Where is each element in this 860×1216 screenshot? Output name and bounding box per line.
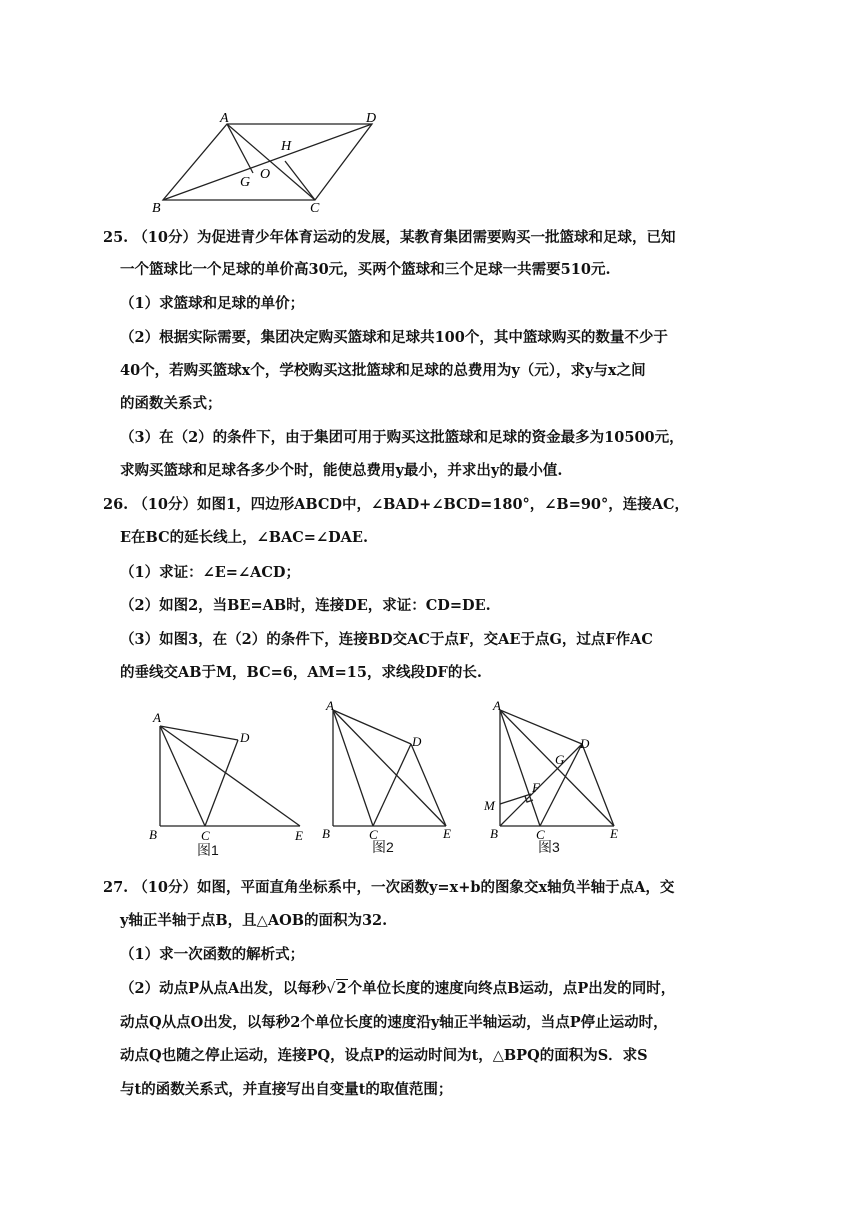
q25-part2-line1: （2）根据实际需要，集团决定购买篮球和足球共100个，其中篮球购买的数量不少于 bbox=[120, 329, 668, 346]
label-B: B bbox=[152, 201, 161, 214]
fig2-label-A: A bbox=[326, 698, 334, 713]
fig3-label-D: D bbox=[580, 736, 590, 751]
sqrt-sign: √ bbox=[326, 981, 336, 997]
q27-line2: y轴正半轴于点B，且△AOB的面积为32. bbox=[120, 912, 388, 929]
fig3-label-G: G bbox=[555, 752, 565, 767]
fig1-label-C: C bbox=[201, 828, 210, 842]
sqrt-radicand: 2 bbox=[336, 980, 347, 997]
q25-part1: （1）求篮球和足球的单价； bbox=[120, 295, 305, 312]
figure-2-caption: 图2 bbox=[372, 839, 394, 855]
figure-2 bbox=[318, 698, 468, 842]
q25-text1: （10分）为促进青少年体育运动的发展，某教育集团需要购买一批篮球和足球，已知 bbox=[133, 229, 676, 246]
fig2-label-E: E bbox=[443, 826, 451, 841]
parallelogram-figure bbox=[150, 108, 390, 214]
q26-line1 bbox=[0, 495, 860, 515]
label-O: O bbox=[260, 167, 271, 182]
fig1-label-E: E bbox=[295, 828, 303, 842]
fig3-label-F: F bbox=[532, 780, 540, 795]
figure-3 bbox=[478, 698, 638, 842]
sqrt-two bbox=[326, 979, 347, 999]
q25-part2-line3: 的函数关系式； bbox=[120, 395, 222, 412]
label-A: A bbox=[220, 111, 229, 126]
q26-part3-line1: （3）如图3，在（2）的条件下，连接BD交AC于点F，交AE于点G，过点F作AC bbox=[120, 631, 653, 648]
figure-1 bbox=[145, 706, 315, 842]
fig2-label-D: D bbox=[412, 734, 422, 749]
q26-number: 26. bbox=[103, 496, 129, 513]
figure-1-caption: 图1 bbox=[197, 842, 219, 858]
fig3-label-B: B bbox=[490, 826, 498, 841]
q27-part2-line3: 动点Q也随之停止运动，连接PQ，设点P的运动时间为t，△BPQ的面积为S．求S bbox=[120, 1047, 648, 1064]
q26-text1: （10分）如图1，四边形ABCD中，∠BAD+∠BCD=180°，∠B=90°，连接AC， bbox=[133, 496, 690, 513]
q26-line2: E在BC的延长线上，∠BAC=∠DAE. bbox=[120, 529, 369, 546]
q27-part2-text-b: 个单位长度的速度向终点B运动，点P出发的同时， bbox=[347, 980, 676, 997]
fig3-label-E: E bbox=[610, 826, 618, 841]
fig2-label-C: C bbox=[369, 827, 378, 842]
label-G: G bbox=[240, 175, 251, 190]
fig3-label-C: C bbox=[536, 827, 545, 842]
q27-line1 bbox=[0, 878, 860, 898]
q25-number: 25. bbox=[103, 229, 129, 246]
label-H: H bbox=[281, 139, 292, 154]
q25-line1 bbox=[0, 228, 860, 248]
q26-part3-line2: 的垂线交AB于M，BC=6，AM=15，求线段DF的长. bbox=[120, 664, 482, 681]
fig2-label-B: B bbox=[322, 826, 330, 841]
q27-part2-line1 bbox=[0, 979, 860, 999]
label-D: D bbox=[366, 111, 377, 126]
q27-part2-line4: 与t的函数关系式，并直接写出自变量t的取值范围； bbox=[120, 1081, 453, 1098]
q26-part2: （2）如图2，当BE=AB时，连接DE，求证：CD=DE. bbox=[120, 597, 491, 614]
q27-part1: （1）求一次函数的解析式； bbox=[120, 946, 305, 963]
fig1-label-D: D bbox=[240, 730, 250, 745]
q27-text1: （10分）如图，平面直角坐标系中，一次函数y=x+b的图象交x轴负半轴于点A，交 bbox=[133, 879, 675, 896]
q27-part2-text-a: （2）动点P从点A出发，以每秒 bbox=[120, 980, 327, 997]
label-C: C bbox=[310, 201, 320, 214]
fig1-label-A: A bbox=[153, 710, 161, 725]
fig3-label-A: A bbox=[493, 698, 501, 713]
q25-line2: 一个篮球比一个足球的单价高30元，买两个篮球和三个足球一共需要510元. bbox=[120, 261, 611, 278]
fig1-label-B: B bbox=[149, 827, 157, 842]
q27-number: 27. bbox=[103, 879, 129, 896]
q25-part2-line2: 40个，若购买篮球x个，学校购买这批篮球和足球的总费用为y（元），求y与x之间 bbox=[120, 362, 646, 379]
q25-part3-line1: （3）在（2）的条件下，由于集团可用于购买这批篮球和足球的资金最多为10500元， bbox=[120, 429, 684, 446]
q25-part3-line2: 求购买篮球和足球各多少个时，能使总费用y最小，并求出y的最小值. bbox=[120, 462, 563, 479]
q26-part1: （1）求证：∠E=∠ACD； bbox=[120, 564, 300, 581]
figure-3-caption: 图3 bbox=[538, 839, 560, 855]
q27-part2-line2: 动点Q从点O出发，以每秒2个单位长度的速度沿y轴正半轴运动，当点P停止运动时， bbox=[120, 1014, 668, 1031]
fig3-label-M: M bbox=[484, 798, 495, 813]
